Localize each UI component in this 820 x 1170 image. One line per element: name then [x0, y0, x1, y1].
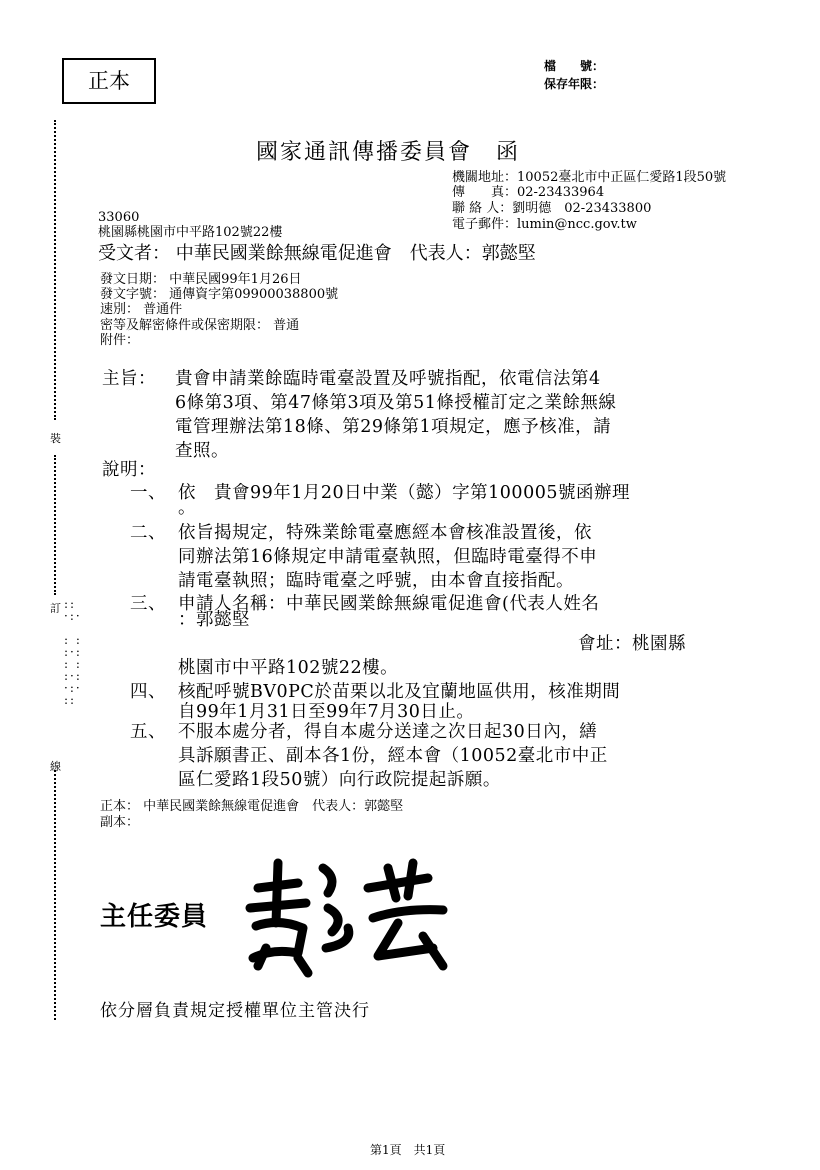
file-number-label: 檔 號：	[544, 59, 605, 73]
document-title: 國家通訊傳播委員會 函	[256, 140, 521, 165]
item-line: 具訴願書正、副本各1份，經本會（10052臺北市中正	[178, 746, 608, 766]
delegation-note: 依分層負責規定授權單位主管決行	[100, 1001, 370, 1021]
item-line: 。	[178, 498, 196, 518]
binding-dotted-line-top	[54, 120, 56, 420]
attachments: 附件：	[100, 333, 140, 348]
item-number: 二、	[130, 523, 166, 543]
item-line: 桃園市中平路102號22樓。	[178, 658, 399, 678]
item-line: 依旨揭規定，特殊業餘電臺應經本會核准設置後，依	[178, 523, 592, 543]
speed-class: 速別： 普通件	[100, 302, 183, 317]
copy-recipient: 副本：	[100, 815, 140, 830]
retention-label: 保存年限：	[544, 77, 605, 91]
agency-email: 電子郵件：lumin@ncc.gov.tw	[452, 217, 637, 232]
item-line: 同辦法第16條規定申請電臺執照，但臨時電臺得不申	[178, 547, 598, 567]
agency-contact: 聯 絡 人：劉明德 02-23433800	[452, 201, 652, 216]
binding-dotted-line-middle	[54, 455, 56, 595]
binding-mark-xian: 線	[50, 760, 61, 773]
page-footer: 第1頁 共1頁	[370, 1143, 446, 1157]
subject-line: 查照。	[175, 441, 229, 461]
item-line: 區仁愛路1段50號）向行政院提起訴願。	[178, 770, 501, 790]
item-number: 五、	[130, 722, 166, 742]
subject-label: 主旨：	[102, 369, 156, 389]
subject-line: 貴會申請業餘臨時電臺設置及呼號指配，依電信法第4	[175, 369, 601, 389]
item-number: 三、	[130, 594, 166, 614]
binding-mark-ding: 訂	[50, 602, 61, 615]
agency-address: 機關地址：10052臺北市中正區仁愛路1段50號	[452, 170, 727, 185]
document-number: 發文字號： 通傳資字第09900038800號	[100, 287, 339, 302]
item-line: 申請人名稱：中華民國業餘無線電促進會(代表人姓名	[178, 594, 600, 614]
item-line: 核配呼號BV0PC於苗栗以北及宜蘭地區供用，核准期間	[178, 682, 621, 702]
binding-dotted-line-bottom	[54, 770, 56, 1020]
recipient-address: 桃園縣桃園市中平路102號22樓	[98, 225, 283, 240]
confidentiality: 密等及解密條件或保密期限： 普通	[100, 318, 300, 333]
agency-fax: 傳 真：02-23433964	[452, 185, 605, 200]
item-number: 一、	[130, 483, 166, 503]
item-line: ：郭懿堅	[178, 610, 250, 630]
item-number: 四、	[130, 682, 166, 702]
recipient-line: 受文者： 中華民國業餘無線電促進會 代表人：郭懿堅	[98, 243, 536, 264]
item-line: 自99年1月31日至99年7月30日止。	[178, 702, 475, 722]
explanation-label: 說明：	[102, 460, 156, 480]
binding-mark-zhuang: 裝	[50, 432, 61, 445]
subject-line: 電管理辦法第18條、第29條第1項規定，應予核准，請	[175, 417, 612, 437]
chair-title: 主任委員	[100, 902, 209, 932]
item-line: 依 貴會99年1月20日中業（懿）字第100005號函辦理	[178, 483, 630, 503]
item-line: 會址：桃園縣	[578, 634, 686, 654]
original-copy-stamp: 正本	[62, 58, 156, 104]
original-recipient: 正本： 中華民國業餘無線電促進會 代表人：郭懿堅	[100, 799, 404, 814]
binding-holes: :: ·:· : : :·: : : :·: ·:· ::	[64, 597, 82, 707]
handwritten-signature	[228, 848, 458, 978]
subject-line: 6條第3項、第47條第3項及第51條授權訂定之業餘無線	[175, 393, 617, 413]
postal-code: 33060	[98, 210, 140, 225]
item-line: 請電臺執照；臨時電臺之呼號，由本會直接指配。	[178, 571, 574, 591]
issue-date: 發文日期： 中華民國99年1月26日	[100, 272, 302, 287]
item-line: 不服本處分者，得自本處分送達之次日起30日內，繕	[178, 722, 598, 742]
